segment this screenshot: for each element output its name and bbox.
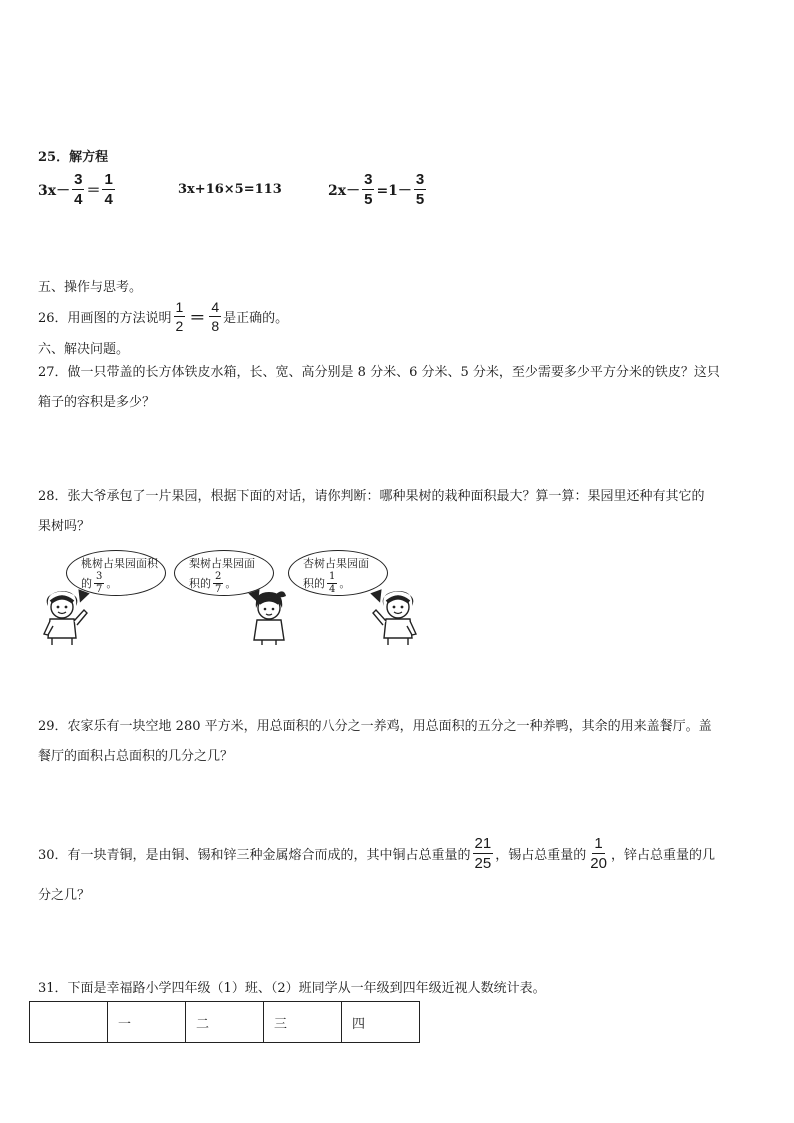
eq3-fraction-1 [362, 172, 374, 207]
q26-fraction-1 [174, 300, 186, 333]
table-cell: 四 [342, 1002, 420, 1043]
q26-n1: 1 [175, 299, 184, 315]
q28-line-1: 28．张大爷承包了一片果园，根据下面的对话，请你判断：哪种果树的栽种面积最大？算一算：果园里还种有其它的 [38, 489, 705, 504]
girl-illustration [248, 588, 290, 646]
eq1-n2: 1 [104, 171, 113, 188]
q26-suffix: 是正确的。 [223, 311, 289, 326]
question-31: 31．下面是幸福路小学四年级（1）班、（2）班同学从一年级到四年级近视人数统计表。 [38, 981, 546, 996]
eq3-d2: 5 [415, 191, 425, 208]
q26-fraction-2 [209, 300, 221, 333]
bubble-3-d: 4 [329, 584, 336, 595]
question-30-line-1 [38, 836, 715, 871]
q29-line-2: 餐厅的面积占总面积的几分之几？ [38, 749, 234, 764]
myopia-stats-table [29, 1001, 420, 1043]
table-header-row [30, 1002, 420, 1043]
q30-n2: 1 [594, 835, 603, 852]
eq1-d1: 4 [74, 191, 83, 208]
bubble-2-pre: 积的 [189, 576, 211, 590]
question-30-line-2: 分之几？ [38, 888, 91, 903]
bubble-1-pre: 的 [81, 576, 92, 590]
question-27 [38, 358, 758, 418]
section-5-heading: 五、操作与思考。 [38, 280, 143, 295]
q26-n2: 4 [211, 299, 220, 315]
eq3-fraction-2 [414, 172, 426, 207]
eq3-d1: 5 [364, 191, 373, 208]
bubble-2-fraction [213, 572, 223, 595]
q26-d2: 8 [211, 318, 220, 334]
bubble-1-n: 3 [96, 571, 103, 582]
eq1-mid: ＝ [86, 182, 101, 199]
bubble-1-d: 7 [96, 584, 103, 595]
equation-3 [328, 172, 428, 207]
q30-fraction-tin [588, 836, 609, 871]
q27-line-2: 箱子的容积是多少？ [38, 395, 156, 410]
bubble-3-n: 1 [329, 571, 336, 582]
bubble-2-post: 。 [225, 576, 237, 590]
equation-1 [38, 172, 117, 207]
question-26 [38, 300, 288, 333]
boy-illustration-1 [38, 588, 94, 646]
q26-equals: ＝ [189, 308, 206, 327]
bubble-1-line-1: 桃树占果园面积 [81, 557, 158, 570]
question-25-title: 25．解方程 [38, 150, 109, 165]
bubble-3-post: 。 [339, 576, 351, 590]
q30-d2: 20 [590, 855, 607, 872]
q26-d1: 2 [175, 318, 184, 334]
eq1-d2: 4 [104, 191, 113, 208]
bubble-3-line-1: 杏树占果园面 [303, 557, 369, 570]
table-cell: 二 [186, 1002, 264, 1043]
eq1-fraction-2 [102, 172, 114, 207]
question-29 [38, 712, 758, 772]
boy-illustration-2 [366, 588, 422, 646]
bubble-2-line-1: 梨树占果园面 [189, 557, 255, 570]
section-6-heading: 六、解决问题。 [38, 342, 130, 357]
q30-d1: 25 [474, 855, 492, 872]
bubble-1-fraction [94, 572, 104, 595]
question-28 [38, 482, 758, 542]
q27-line-1: 27．做一只带盖的长方体铁皮水箱，长、宽、高分别是 8 分米、6 分米、5 分米，至少需要多少平方分米的铁皮？这只 [38, 365, 720, 380]
eq3-mid: =1－ [376, 182, 412, 199]
bubble-3-pre: 积的 [303, 576, 325, 590]
eq3-n2: 3 [415, 171, 425, 188]
q26-prefix: 26．用画图的方法说明 [38, 311, 172, 326]
eq1-lhs: 3x－ [38, 182, 71, 199]
table-cell: 三 [264, 1002, 342, 1043]
bubble-1-post: 。 [106, 576, 118, 590]
q29-line-1: 29．农家乐有一块空地 280 平方米，用总面积的八分之一养鸡，用总面积的五分之一种养鸭，其余的用来盖餐厅。盖 [38, 719, 712, 734]
eq1-fraction-1 [72, 172, 84, 207]
q30-fraction-copper [473, 836, 494, 871]
eq3-n1: 3 [364, 171, 373, 188]
q30-mid: ，锡占总重量的 [495, 848, 587, 863]
table-cell: 一 [108, 1002, 186, 1043]
bubble-3-fraction [327, 572, 337, 595]
eq3-lhs: 2x－ [328, 182, 361, 199]
q30-pre: 30．有一块青铜，是由铜、锡和锌三种金属熔合而成的，其中铜占总重量的 [38, 848, 471, 863]
q28-line-2: 果树吗？ [38, 519, 91, 534]
q30-n1: 21 [474, 835, 492, 852]
bubble-2-d: 7 [215, 584, 222, 595]
q30-post: ，锌占总重量的几 [610, 848, 715, 863]
bubble-2-n: 2 [215, 571, 222, 582]
equation-2: 3x+16×5=113 [178, 182, 282, 197]
eq1-n1: 3 [74, 171, 83, 188]
table-cell [30, 1002, 108, 1043]
